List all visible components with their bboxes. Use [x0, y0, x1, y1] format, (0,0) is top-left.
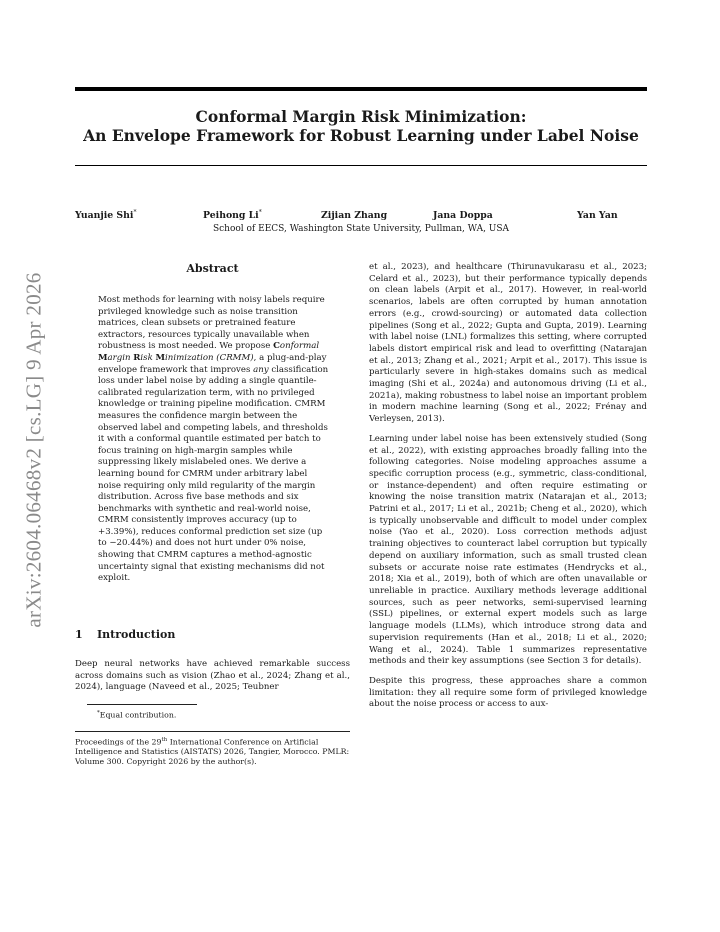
- right-paragraph-1: et al., 2023), and healthcare (Thirunavukarasu et al., 2023; Celard et al., 2023), but their performance typically depends on clean labels (Arpit et al., 2017). However, in real-world scenarios, labels are often corrupted by human annotation errors (e.g., crowd-sourcing) or automated data collection pipelines (Song et al., 2022; Gupta and Gupta, 2019). Learning with label noise (LNL) formalizes this setting, where corrupted labels distort empirical risk and lead to overfitting (Natarajan et al., 2013; Zhang et al., 2021; Arpit et al., 2017). This issue is particularly severe in high-stakes domains such as medical imaging (Shi et al., 2024a) and autonomous driving (Li et al., 2021a), making robustness to label noise an important problem in modern machine learning (Song et al., 2022; Frénay and Verleysen, 2013).: [369, 262, 647, 425]
- arxiv-identifier: [10, 260, 58, 640]
- paper-title-line2: An Envelope Framework for Robust Learning under Label Noise: [83, 126, 639, 145]
- right-column: [369, 262, 647, 719]
- abstract-heading: Abstract: [186, 262, 239, 275]
- title-bottom-rule: [75, 165, 647, 166]
- author-1: Yuanjie Shi*: [75, 209, 137, 222]
- proceedings-note: Proceedings of the 29th International Conference on Artificial Intelligence and Statistics (AISTATS) 2026, Tangier, Morocco. PMLR: Volume 300. Copyright 2026 by the author(s).: [75, 736, 350, 767]
- intro-paragraph: Deep neural networks have achieved remarkable success across domains such as vision (Zhao et al., 2024; Zhang et al., 2024), language (Naveed et al., 2025; Teubner: [75, 658, 350, 693]
- left-column: [75, 262, 350, 767]
- footnote-rule: [87, 704, 197, 705]
- abstract-text: Most methods for learning with noisy labels require privileged knowledge such as noise transition matrices, clean subsets or pretrained feature extractors, resources typically unavailable when robustness is most needed. We propose Conformal Margin Risk Minimization (CRMM), a plug-and-play envelope framework that improves any classification loss under label noise by adding a single quantile-calibrated regularization term, with no privileged knowledge or training pipeline modification. CMRM measures the confidence margin between the observed label and competing labels, and thresholds it with a conformal quantile estimated per batch to focus training on high-margin samples while suppressing likely mislabeled ones. We derive a learning bound for CMRM under arbitrary label noise requiring only mild regularity of the margin distribution. Across five base methods and six benchmarks with synthetic and real-world noise, CMRM consistently improves accuracy (up to +3.39%), reduces conformal prediction set size (up to −20.44%) and does not hurt under 0% noise, showing that CMRM captures a method-agnostic uncertainty signal that existing mechanisms did not exploit.: [98, 295, 329, 584]
- section-heading-introduction: 1 Introduction: [75, 627, 176, 641]
- proceedings-rule: [75, 731, 350, 732]
- paper-title: [75, 107, 647, 145]
- right-paragraph-2: Learning under label noise has been extensively studied (Song et al., 2022), with existing approaches broadly falling into the following categories. Noise modeling approaches assume a specific corruption process (e.g., symmetric, class-conditional, or instance-dependent) and often require estimating or knowing the noise transition matrix (Natarajan et al., 2013; Patrini et al., 2017; Li et al., 2021b; Cheng et al., 2020), which is typically unobservable and difficult to model under complex noise (Yao et al., 2020). Loss correction methods adjust training objectives to counteract label corruption but typically depend on auxiliary information, such as small trusted clean subsets or accurate noise rate estimates (Hendrycks et al., 2018; Xia et al., 2019), both of which are often unavailable or unreliable in practice. Auxiliary methods leverage additional sources, such as peer networks, semi-supervised learning (SSL) pipelines, or external expert models such as large language models (LLMs), which introduce strong data and supervision requirements (Han et al., 2018; Li et al., 2020; Wang et al., 2024). Table 1 summarizes representative methods and their key assumptions (see Section 3 for details).: [369, 433, 647, 667]
- author-4: Jana Doppa: [433, 210, 493, 222]
- right-paragraph-3: Despite this progress, these approaches share a common limitation: they all require some form of privileged knowledge about the noise process or access to aux-: [369, 675, 647, 710]
- author-3: Zijian Zhang: [321, 210, 388, 222]
- paper-title-line1: Conformal Margin Risk Minimization:: [195, 107, 527, 126]
- affiliation: School of EECS, Washington State University, Pullman, WA, USA: [212, 224, 510, 234]
- arxiv-identifier-text: arXiv:2604.06468v2 [cs.LG] 9 Apr 2026: [21, 272, 46, 628]
- title-top-rule: [75, 87, 647, 91]
- author-5: Yan Yan: [577, 210, 618, 222]
- footnote-equal-contribution: *Equal contribution.: [97, 709, 177, 720]
- author-list: [75, 209, 647, 223]
- author-2: Peihong Li*: [203, 209, 262, 222]
